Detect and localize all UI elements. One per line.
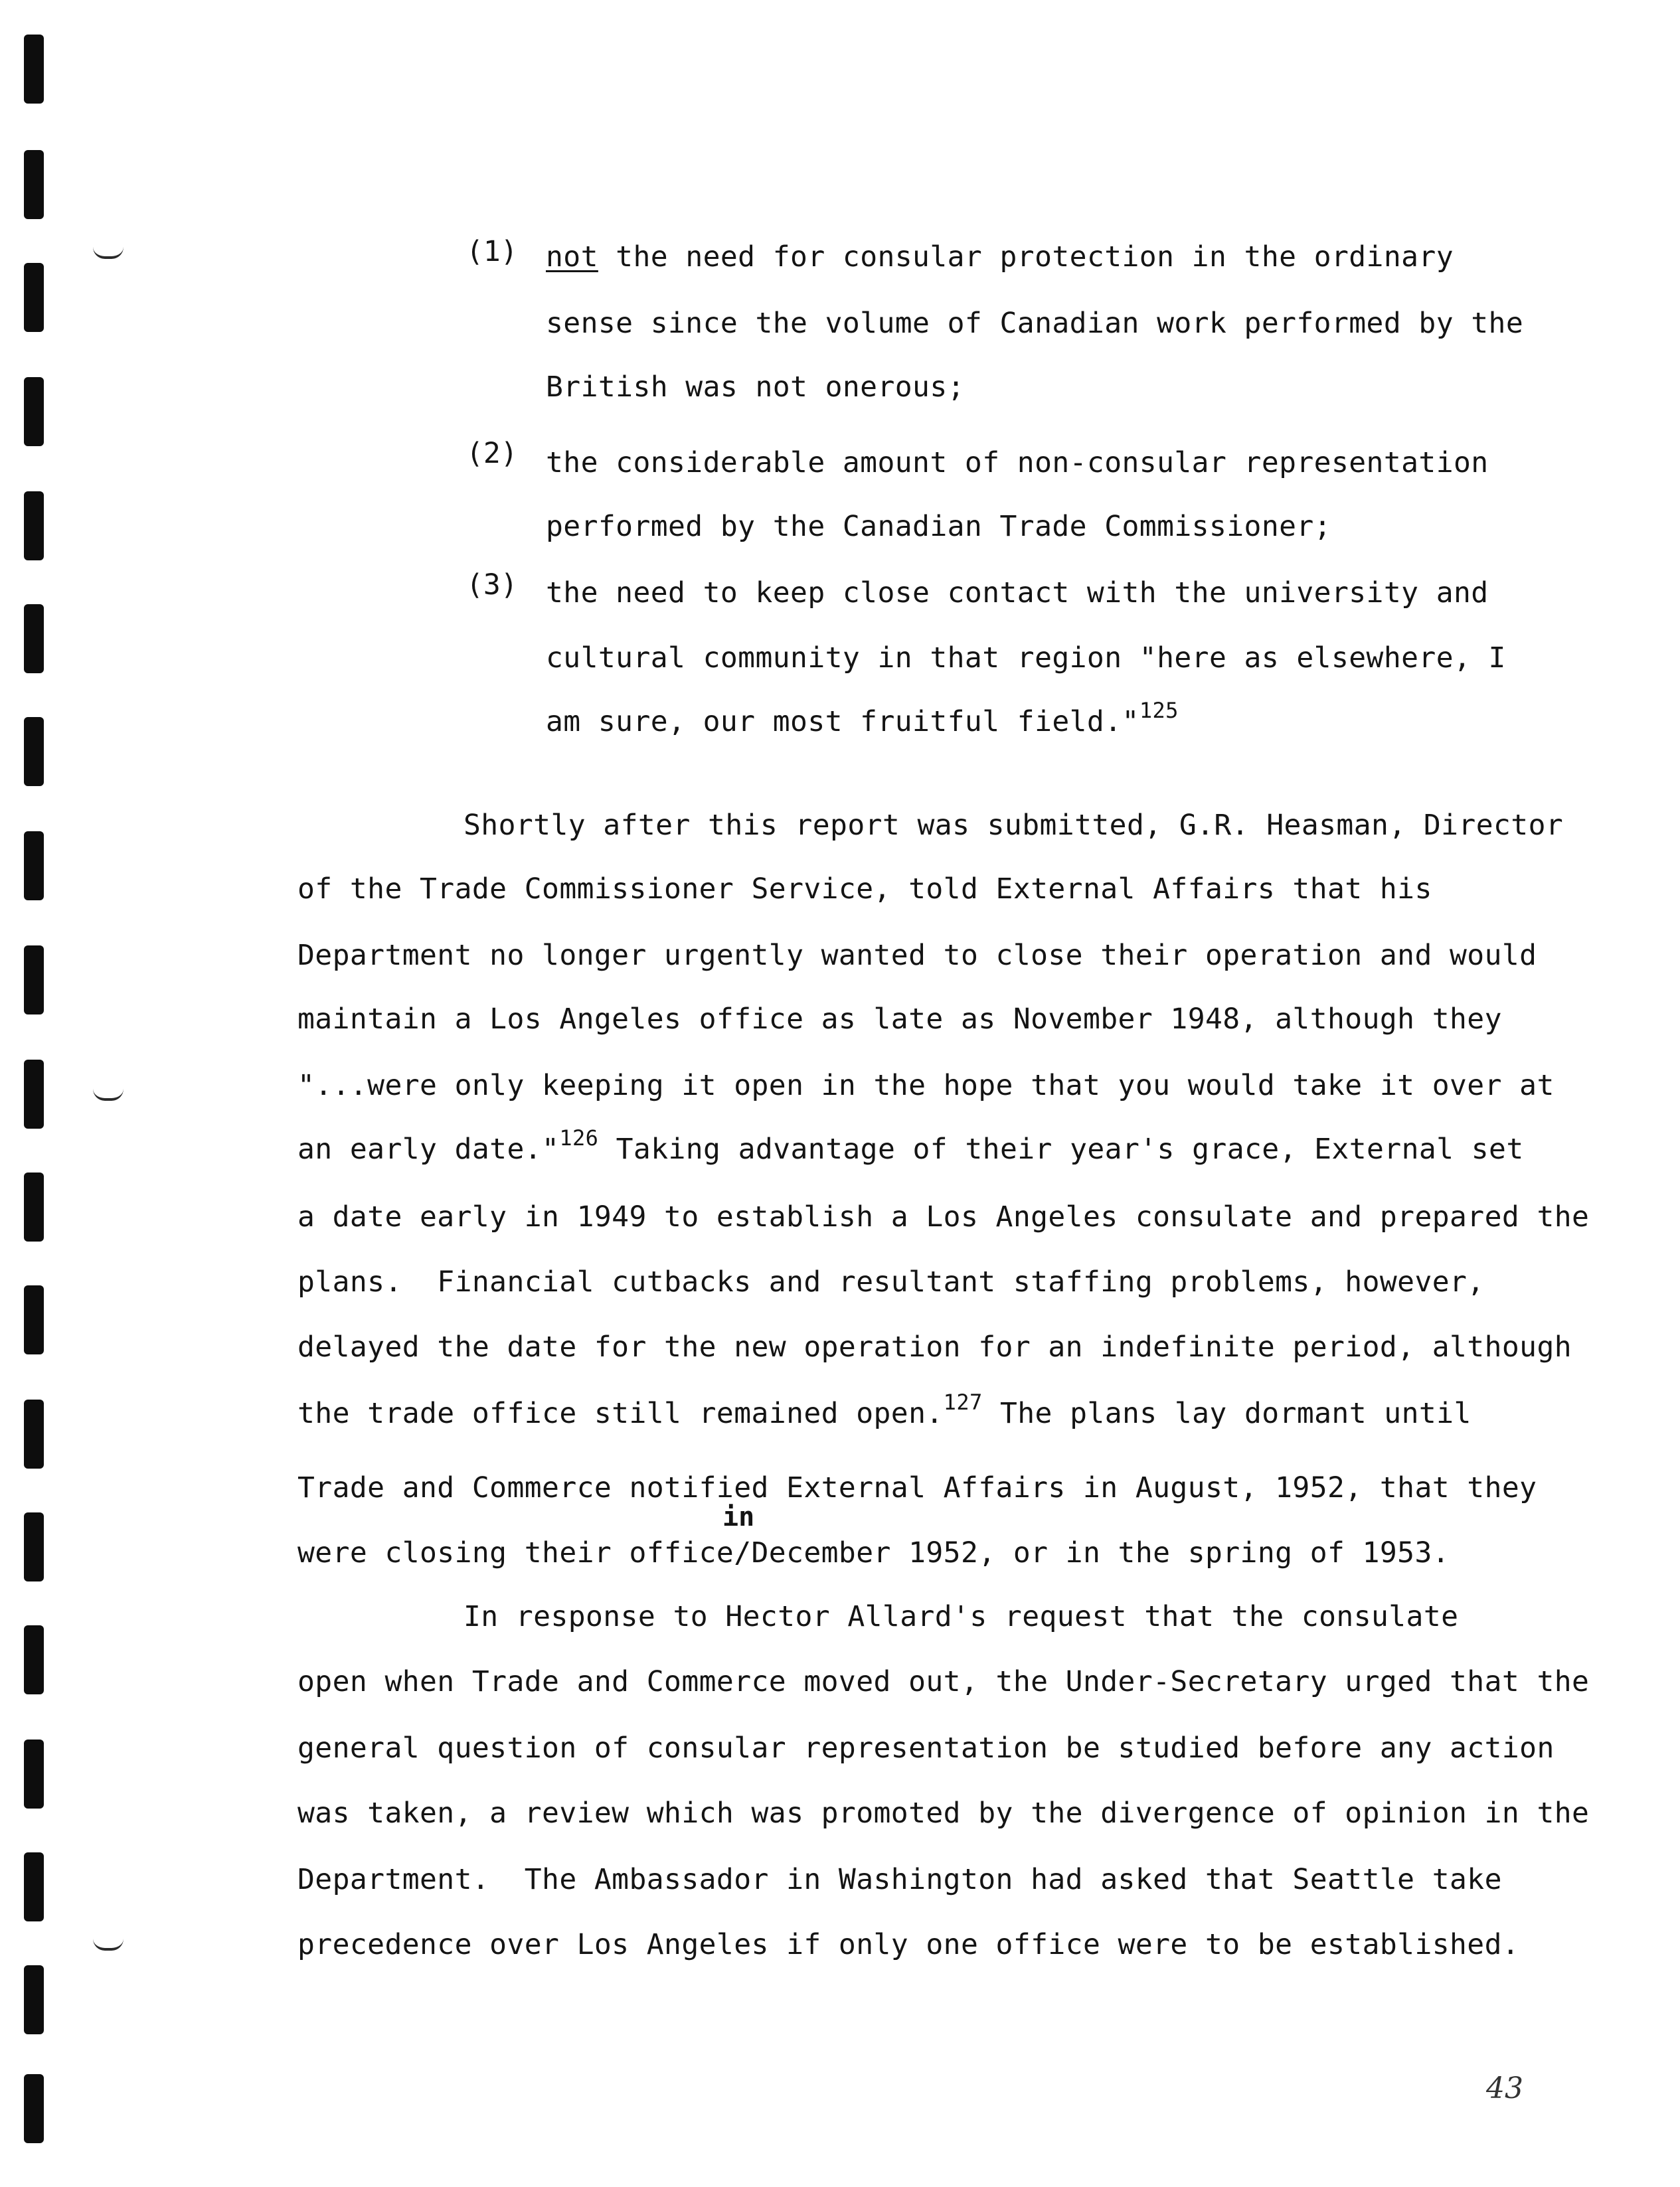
binder-mark [24, 604, 44, 673]
footnote-ref: 125 [1139, 698, 1179, 723]
binder-mark [24, 1740, 44, 1809]
list-number: (2) [466, 437, 518, 470]
body-line: "...were only keeping it open in the hope that you would take it over at [297, 1069, 1554, 1102]
list-number: (3) [466, 568, 518, 602]
binder-mark [24, 263, 44, 332]
footnote-ref: 127 [943, 1390, 983, 1415]
body-line: Department no longer urgently wanted to close their operation and would [297, 939, 1537, 972]
binder-mark [24, 1285, 44, 1354]
list-line: not the need for consular protection in the ordinary [546, 240, 1454, 274]
binder-mark [24, 1625, 44, 1694]
margin-smudge [93, 247, 124, 259]
body-line: the trade office still remained open.$^{127}$ The plans lay dormant until [297, 1390, 1471, 1430]
binder-mark [24, 1512, 44, 1581]
list-line: the considerable amount of non-consular representation [546, 446, 1489, 479]
body-line: Shortly after this report was submitted, G.R. Heasman, Director [463, 809, 1564, 842]
body-line: of the Trade Commissioner Service, told External Affairs that his [297, 872, 1432, 906]
body-line: were closing their office/December 1952, or in the spring of 1953. [297, 1536, 1450, 1570]
binder-mark [24, 377, 44, 446]
handwritten-insertion: in [722, 1502, 755, 1532]
binder-mark [24, 717, 44, 786]
list-line: sense since the volume of Canadian work performed by the [546, 307, 1524, 340]
binder-mark [24, 1400, 44, 1469]
margin-smudge [93, 1939, 124, 1951]
footnote-ref: 126 [559, 1125, 599, 1151]
binder-mark [24, 1965, 44, 2034]
binder-mark [24, 150, 44, 219]
binder-mark [24, 1173, 44, 1242]
body-line: delayed the date for the new operation for an indefinite period, although [297, 1331, 1572, 1364]
list-line: cultural community in that region "here as elsewhere, I [546, 641, 1506, 675]
list-number: (1) [466, 235, 518, 268]
body-line: an early date."$^{126}$ Taking advantage of their year's grace, External set [297, 1125, 1524, 1166]
body-line: plans. Financial cutbacks and resultant staffing problems, however, [297, 1265, 1485, 1299]
body-line: a date early in 1949 to establish a Los Angeles consulate and prepared the [297, 1200, 1590, 1234]
margin-smudge [93, 1089, 124, 1101]
binder-mark [24, 945, 44, 1014]
body-line: was taken, a review which was promoted by the divergence of opinion in the [297, 1797, 1590, 1830]
body-line: general question of consular representation be studied before any action [297, 1732, 1554, 1765]
list-line: performed by the Canadian Trade Commissioner; [546, 510, 1331, 543]
binder-mark [24, 1852, 44, 1921]
binder-mark [24, 35, 44, 104]
body-line: Trade and Commerce notified External Affairs in August, 1952, that they [297, 1471, 1537, 1504]
body-line: open when Trade and Commerce moved out, the Under-Secretary urged that the [297, 1665, 1590, 1698]
binder-mark [24, 1060, 44, 1129]
body-line: Department. The Ambassador in Washington had asked that Seattle take [297, 1863, 1502, 1896]
body-line: In response to Hector Allard's request that the consulate [463, 1600, 1459, 1633]
list-line: am sure, our most fruitful field."$^{125}$ [546, 698, 1179, 738]
binder-mark [24, 831, 44, 900]
binder-mark [24, 491, 44, 560]
binder-mark [24, 2074, 44, 2143]
body-line: precedence over Los Angeles if only one office were to be established. [297, 1928, 1520, 1961]
list-line: the need to keep close contact with the university and [546, 576, 1489, 609]
page-number: 43 [1486, 2071, 1523, 2105]
list-line: British was not onerous; [546, 370, 965, 404]
body-line: maintain a Los Angeles office as late as November 1948, although they [297, 1003, 1502, 1036]
